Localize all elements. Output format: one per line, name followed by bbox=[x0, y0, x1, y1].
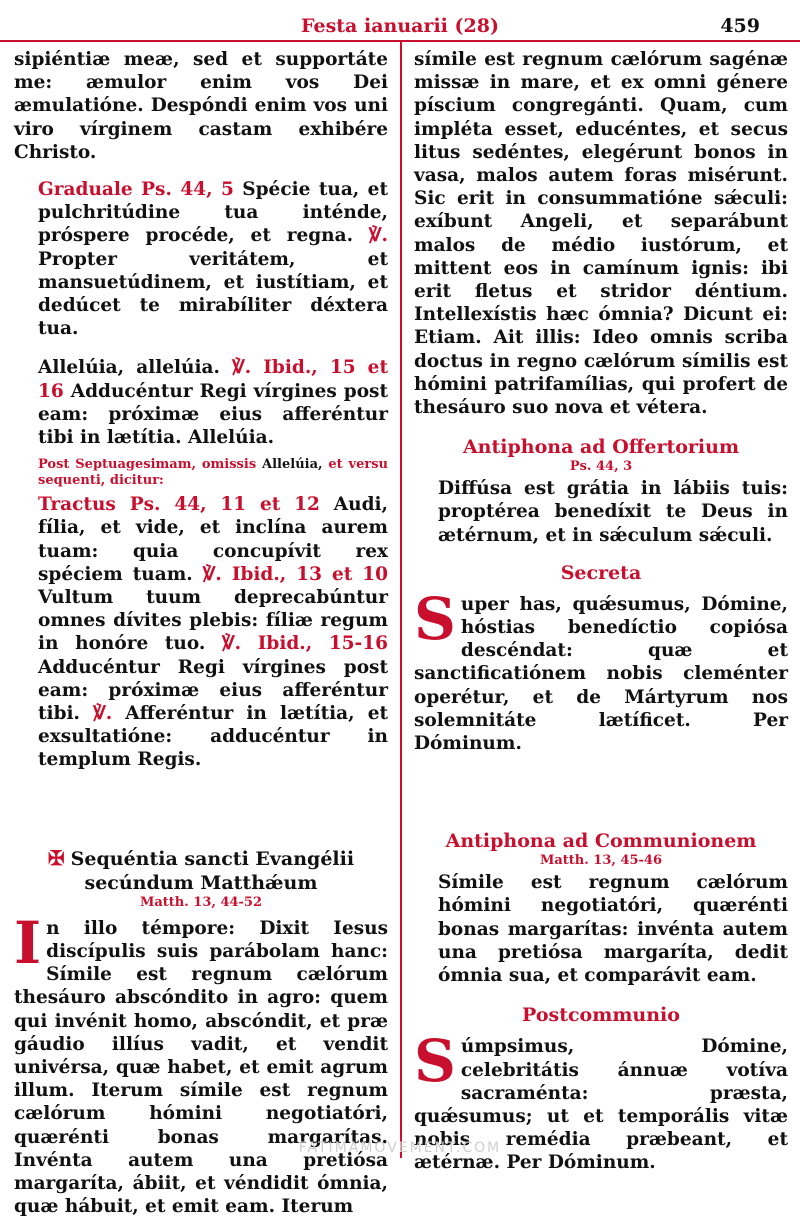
dropcap-i: I bbox=[14, 908, 42, 977]
secreta-section bbox=[414, 561, 788, 755]
offertorium-text: Diffúsa est grátia in lábiis tuis: proptérea benedíxit te Deus in ætérnum, et in sǽculum sǽculi. bbox=[438, 478, 788, 546]
alleluia-text-2: Adducéntur Regi vírgines post eam: próximæ eius afferéntur tibi in lætítia. Allelúia. bbox=[38, 380, 388, 449]
alleluia-text-1: Allelúia, allelúia. bbox=[38, 357, 233, 379]
communio-ref: Matth. 13, 45-46 bbox=[539, 853, 663, 869]
secreta-heading: Secreta bbox=[560, 561, 642, 584]
postcommunio-body: úmpsimus, Dómine, celebritátis ánnuæ votíva sacraménta: præsta, quǽsumus; ut et temporális vitæ nobis remédia præbeant, et ætérnæ. Per Dóminum. bbox=[414, 1036, 788, 1174]
offertorium-heading: Antiphona ad Offertorium bbox=[462, 436, 740, 459]
tractus-text-4: Afferéntur in lætítia, et exsultatióne: adducéntur in templum Regis. bbox=[38, 703, 389, 771]
rubric-part-1: Post Septuagesimam, omissis bbox=[38, 457, 263, 473]
column-divider bbox=[400, 40, 402, 1158]
tractus-text-2: Vultum tuum deprecabúntur omnes dívites plebis: fíliæ regum in honóre tuo. bbox=[38, 587, 388, 655]
cross-icon: ✠ bbox=[47, 845, 65, 870]
page-header bbox=[0, 0, 800, 40]
versicle-icon: ℣. bbox=[368, 225, 388, 247]
secreta-body: uper has, quǽsumus, Dómine, hóstias benedíctio copiósa descéndat: quæ et sanctificatiónem nobis cleménter operétur, et de Mártyrum nos solemnitáte lætíficet. Per Dóminum. bbox=[414, 593, 788, 755]
gospel-ref: Matth. 13, 44-52 bbox=[139, 894, 263, 910]
tractus-text-3: Adducéntur Regi vírgines post eam: próximæ eius afferéntur tibi. bbox=[38, 656, 388, 725]
secreta-text bbox=[414, 584, 788, 755]
communio-heading: Antiphona ad Communionem bbox=[445, 830, 757, 853]
page-number: 459 bbox=[720, 15, 760, 37]
epistle-ending: sipiéntiæ meæ, sed et supportáte me: æmulor enim vos Dei æmulatióne. Despóndi enim vos uni viro vírginem castam exhibére Christo. bbox=[14, 49, 388, 163]
dropcap-s: S bbox=[414, 584, 456, 653]
gospel-title bbox=[14, 846, 388, 895]
alleluia bbox=[14, 356, 388, 449]
tractus-ref-1: ℣. Ibid., 13 et 10 bbox=[202, 563, 388, 585]
tractus-ref-2: ℣. Ibid., 15-16 bbox=[221, 633, 388, 655]
gospel-title-text: Sequéntia sancti Evangélii secúndum Matthǽum bbox=[70, 847, 355, 894]
versicle-icon: ℣. bbox=[93, 703, 113, 725]
alleluia-ref: ℣. Ibid., 15 et 16 bbox=[38, 357, 388, 402]
left-column bbox=[14, 48, 388, 1218]
communio-text: Símile est regnum cælórum hómini negotiatóri, quærénti bonas margarítas: invénta autem una pretiósa margaríta, dedit ómnia sua, et comparávit eam. bbox=[438, 872, 788, 987]
running-title: Festa ianuarii (28) bbox=[301, 15, 499, 37]
rubric-part-3: et versu sequenti, dicitur: bbox=[38, 457, 388, 489]
graduale-text-2: Propter veritátem, et mansuetúdinem, et iustítiam, et dedúcet te mirabíliter déxtera tua. bbox=[38, 248, 388, 340]
right-column bbox=[414, 48, 788, 1175]
graduale-label: Graduale Ps. 44, 5 bbox=[38, 179, 234, 201]
gospel-body: n illo témpore: Dixit Iesus discípulis suis parábolam hanc: Símile est regnum cælórum thesáuro abscóndito in agro: quem qui invénit homo, abscóndit, et præ gáudio illíus vadit, et vendit univérsa, quæ habet, et emit agrum illum. Iterum símile est regnum cælórum hómini negotiatóri, quærénti bonas margarítas. Invénta autem una pretiósa margaríta, ábiit, et véndidit ómnia, quæ hábuit, et emit eam. Iterum bbox=[14, 917, 388, 1218]
graduale-text-1: Spécie tua, et pulchritúdine tua inténde, próspere procéde, et regna. bbox=[38, 179, 388, 247]
rubric bbox=[14, 457, 388, 489]
gospel-section bbox=[14, 846, 388, 1218]
watermark: FATIMAMOVEMENT.COM bbox=[298, 1140, 502, 1156]
dropcap-s: S bbox=[414, 1027, 456, 1096]
tractus-text-1: Audi, fília, et vide, et inclína aurem tuam: quia concupívit rex spéciem tuam. bbox=[38, 494, 388, 585]
gospel-continuation: símile est regnum cælórum sagénæ missæ in mare, et ex omni génere píscium congregánti. Quam, cum impléta esset, educéntes, et secus litus sedéntes, elegérunt bonos in vasa, malos autem foras misérunt. Sic erit in consummatióne sǽculi: exíbunt Angeli, et separábunt malos de médio iustórum, et mittent eos in camínum ignis: ibi erit fletus et stridor déntium. Intellexístis hæc ómnia? Dicunt ei: Etiam. Ait illis: Ideo omnis scriba doctus in regno cælórum símilis est hómini patrifamílias, qui profert de thesáuro suo nova et vétera. bbox=[414, 49, 788, 419]
communio-section bbox=[414, 829, 788, 987]
gospel-text bbox=[14, 908, 388, 1218]
rubric-part-2: Allelúia, bbox=[262, 457, 323, 473]
offertorium-section bbox=[414, 435, 788, 547]
offertorium-ref: Ps. 44, 3 bbox=[569, 459, 633, 475]
tractus-label: Tractus Ps. 44, 11 et 12 bbox=[38, 494, 320, 516]
tractus bbox=[14, 493, 388, 771]
postcommunio-heading: Postcommunio bbox=[522, 1004, 680, 1027]
graduale bbox=[14, 178, 388, 340]
